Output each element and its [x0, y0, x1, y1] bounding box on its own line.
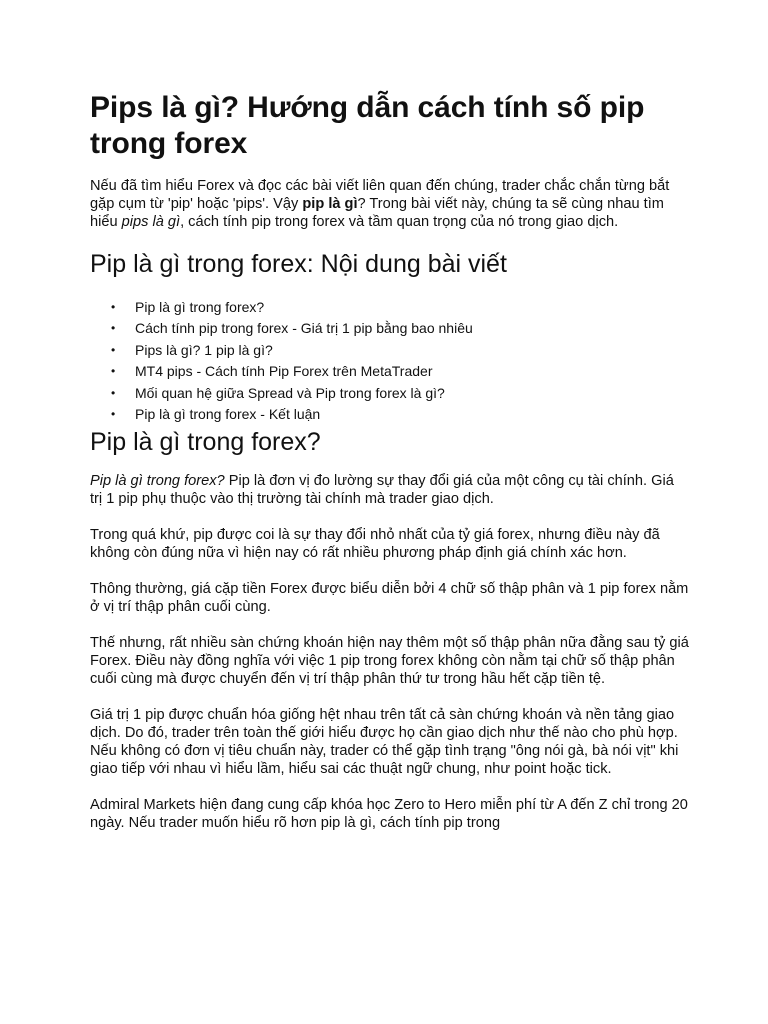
- toc-item-label: Pip là gì trong forex - Kết luận: [135, 406, 321, 423]
- intro-italic-term: pips là gì: [121, 214, 181, 230]
- intro-text-1: Nếu đã tìm hiểu Forex và đọc các bài viết liên quan đến chúng, trader chắc chắn từng bắt gặp cụm từ 'pip' hoặc 'pips'. Vậy: [90, 178, 670, 212]
- section-paragraph-2: Trong quá khứ, pip được coi là sự thay đổi nhỏ nhất của tỷ giá forex, nhưng điều này đã không còn đúng nữa vì hiện nay có rất nhiều phương pháp định giá chính xác hơn.: [90, 527, 660, 562]
- bullet-icon: •: [111, 321, 116, 336]
- toc-item-label: Cách tính pip trong forex - Giá trị 1 pip bằng bao nhiêu: [135, 320, 473, 337]
- bullet-icon: •: [111, 407, 116, 422]
- section-heading: Pip là gì trong forex?: [90, 428, 321, 457]
- toc-item-label: Pip là gì trong forex?: [135, 299, 265, 315]
- toc-item-label: Mối quan hệ giữa Spread và Pip trong forex là gì?: [135, 384, 445, 401]
- bullet-icon: •: [111, 342, 116, 357]
- section-paragraph-1: [90, 472, 690, 508]
- section-italic-lead: Pip là gì trong forex?: [90, 473, 225, 490]
- toc-item[interactable]: [111, 340, 690, 361]
- toc-heading: Pip là gì trong forex: Nội dung bài viết: [90, 250, 507, 278]
- section-paragraph-1-text: Pip là đơn vị đo lường sự thay đổi giá của một công cụ tài chính. Giá trị 1 pip phụ thuộc vào thị trường tài chính mà trader giao dịch.: [90, 473, 674, 508]
- intro-text-3: , cách tính pip trong forex và tầm quan trọng của nó trong giao dịch.: [180, 214, 619, 230]
- toc-item-label: MT4 pips - Cách tính Pip Forex trên MetaTrader: [135, 363, 433, 380]
- toc-item-label: Pips là gì? 1 pip là gì?: [135, 341, 273, 358]
- toc-item[interactable]: [111, 297, 690, 318]
- toc-item[interactable]: [111, 318, 690, 339]
- intro-text-2: ? Trong bài viết này, chúng ta sẽ cùng nhau tìm hiểu: [90, 196, 664, 230]
- bullet-icon: •: [111, 300, 116, 314]
- section-paragraph-6: Admiral Markets hiện đang cung cấp khóa học Zero to Hero miễn phí từ A đến Z chỉ trong 20 ngày. Nếu trader muốn hiểu rõ hơn pip là gì, cách tính pip trong: [90, 797, 688, 832]
- intro-paragraph: [90, 177, 690, 231]
- section-paragraph-4: Thế nhưng, rất nhiều sàn chứng khoán hiện nay thêm một số thập phân nữa đằng sau tỷ giá Forex. Điều này đồng nghĩa với việc 1 pip trong forex không còn nằm tại chữ số thập phân cuối cùng mà được chuyển đến vị trí thập phân thứ tư trong hầu hết cặp tiền tệ.: [90, 635, 689, 688]
- bullet-icon: •: [111, 364, 116, 379]
- article-title: Pips là gì? Hướng dẫn cách tính số pip trong forex: [90, 91, 645, 160]
- toc-item[interactable]: [111, 383, 690, 404]
- bullet-icon: •: [111, 385, 116, 400]
- article-body: [90, 90, 690, 832]
- section-paragraph-3: Thông thường, giá cặp tiền Forex được biểu diễn bởi 4 chữ số thập phân và 1 pip forex nằm ở vị trí thập phân cuối cùng.: [90, 581, 689, 616]
- section-paragraph-5: Giá trị 1 pip được chuẩn hóa giống hệt nhau trên tất cả sàn chứng khoán và nền tảng giao dịch. Do đó, trader trên toàn thế giới hiểu được họ cần giao dịch như thế nào cho phù hợp. Nếu không có đơn vị tiêu chuẩn này, trader có thể gặp tình trạng "ông nói gà, bà nói vịt" khi giao tiếp với nhau vì hiểu lầm, hiểu sai các thuật ngữ chung, như point hoặc tick.: [90, 707, 679, 778]
- toc-item[interactable]: [111, 361, 690, 382]
- intro-bold-term: pip là gì: [302, 196, 358, 212]
- toc-item[interactable]: [111, 404, 690, 425]
- toc-list: [90, 297, 690, 425]
